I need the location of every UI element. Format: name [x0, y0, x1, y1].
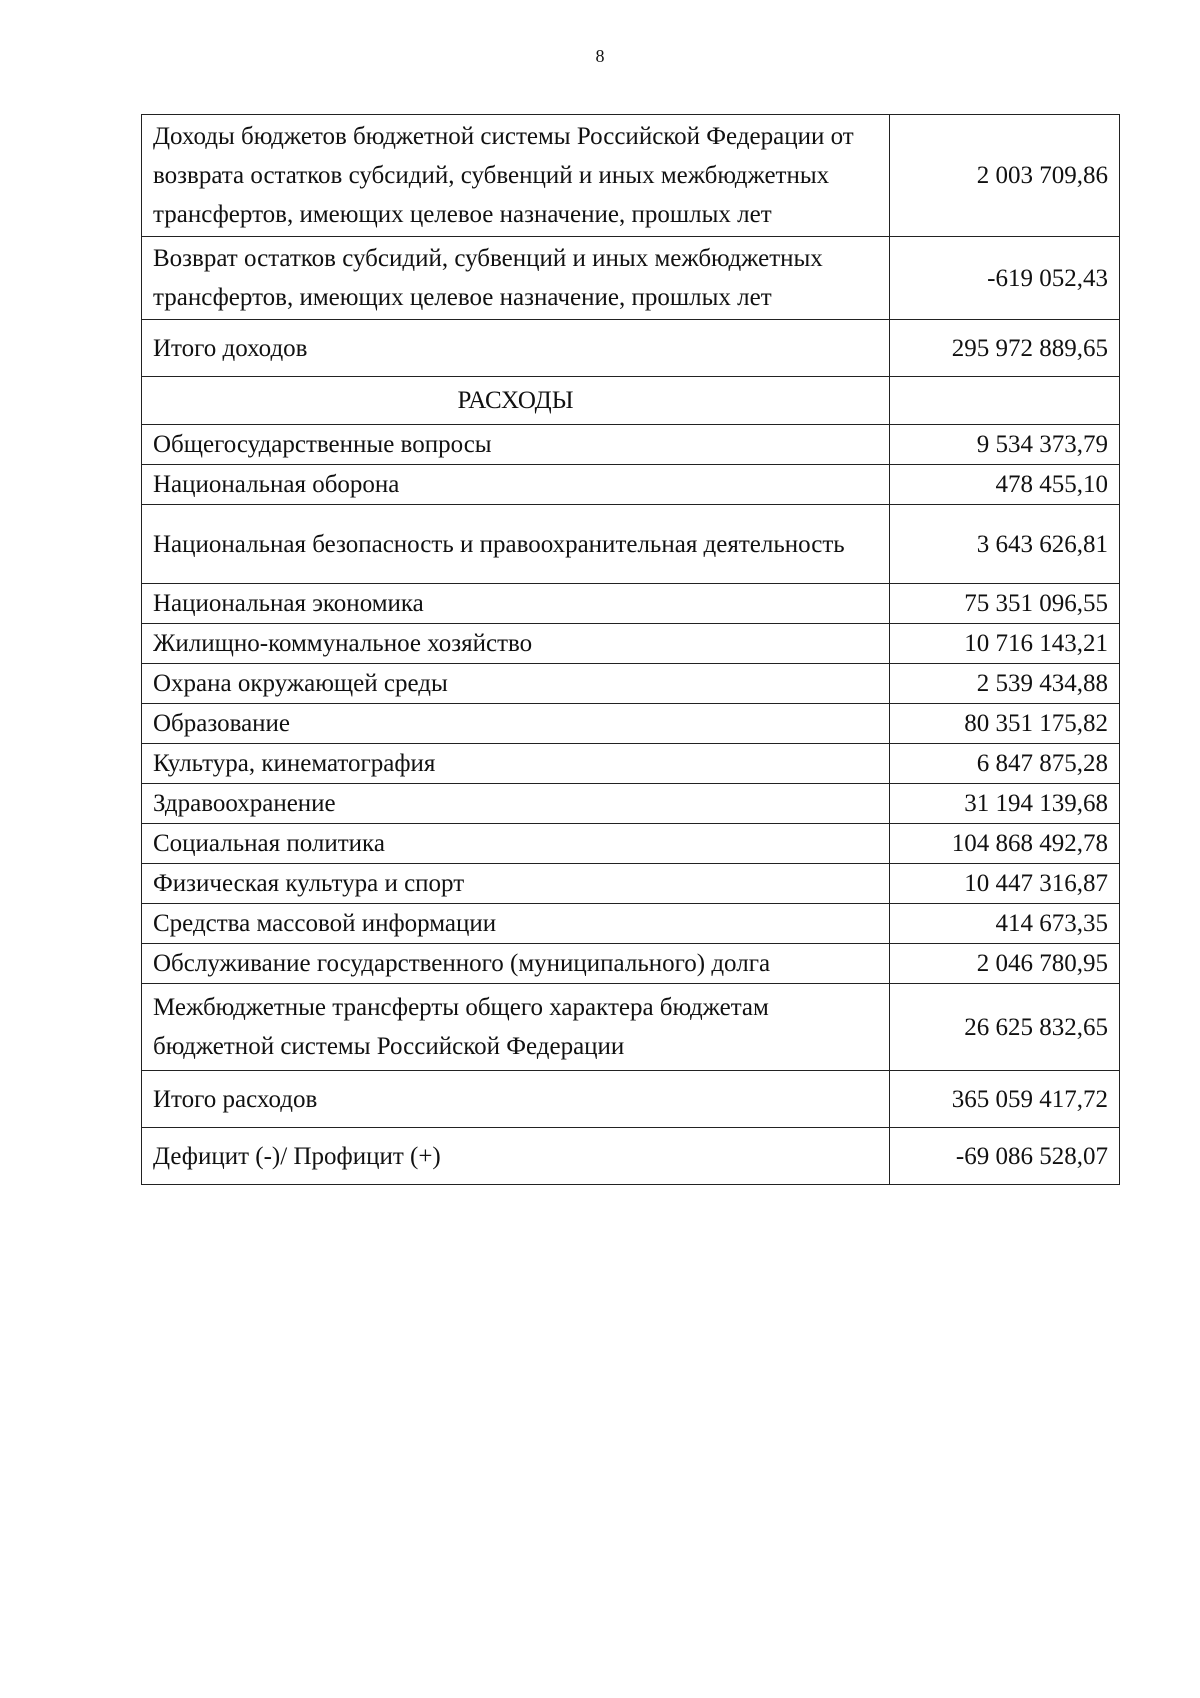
- table-row: [142, 664, 1120, 704]
- section-header-expenses: [142, 377, 1120, 425]
- budget-execution-table: [141, 114, 1120, 1185]
- table-row: [142, 505, 1120, 584]
- row-amount: 414 673,35: [890, 904, 1120, 944]
- row-amount: 295 972 889,65: [890, 320, 1120, 377]
- row-amount: 6 847 875,28: [890, 744, 1120, 784]
- table-row: [142, 115, 1120, 237]
- row-amount: 9 534 373,79: [890, 425, 1120, 465]
- table-row: [142, 784, 1120, 824]
- row-name: Здравоохранение: [142, 784, 890, 824]
- row-name: Общегосударственные вопросы: [142, 425, 890, 465]
- row-name: Охрана окружающей среды: [142, 664, 890, 704]
- table-row-deficit: [142, 1128, 1120, 1185]
- row-name: Национальная безопасность и правоохранительная деятельность: [142, 505, 890, 584]
- row-name: Межбюджетные трансферты общего характера бюджетам бюджетной системы Российской Федерации: [142, 984, 890, 1071]
- row-name: Доходы бюджетов бюджетной системы Российской Федерации от возврата остатков субсидий, субвенций и иных межбюджетных трансфертов, имеющих целевое назначение, прошлых лет: [142, 115, 890, 237]
- row-amount: [890, 377, 1120, 425]
- row-amount: 31 194 139,68: [890, 784, 1120, 824]
- row-amount: 365 059 417,72: [890, 1071, 1120, 1128]
- section-title: РАСХОДЫ: [142, 377, 890, 425]
- row-amount: -69 086 528,07: [890, 1128, 1120, 1185]
- row-amount: 80 351 175,82: [890, 704, 1120, 744]
- row-name: Физическая культура и спорт: [142, 864, 890, 904]
- row-amount: 10 716 143,21: [890, 624, 1120, 664]
- row-amount: 2 046 780,95: [890, 944, 1120, 984]
- table-row: [142, 584, 1120, 624]
- table-row: [142, 904, 1120, 944]
- table-row-total-expenses: [142, 1071, 1120, 1128]
- row-name: Социальная политика: [142, 824, 890, 864]
- page-number: 8: [595, 46, 605, 66]
- table-row: [142, 944, 1120, 984]
- row-name: Жилищно-коммунальное хозяйство: [142, 624, 890, 664]
- table-row: [142, 465, 1120, 505]
- row-name: Национальная экономика: [142, 584, 890, 624]
- row-name: Обслуживание государственного (муниципального) долга: [142, 944, 890, 984]
- row-name: Возврат остатков субсидий, субвенций и иных межбюджетных трансфертов, имеющих целевое назначение, прошлых лет: [142, 237, 890, 320]
- row-name: Дефицит (-)/ Профицит (+): [142, 1128, 890, 1185]
- table-row: [142, 984, 1120, 1071]
- row-amount: 478 455,10: [890, 465, 1120, 505]
- table-row: [142, 864, 1120, 904]
- row-name: Культура, кинематография: [142, 744, 890, 784]
- table-row-total-income: [142, 320, 1120, 377]
- row-amount: 26 625 832,65: [890, 984, 1120, 1071]
- row-amount: 10 447 316,87: [890, 864, 1120, 904]
- table-row: [142, 824, 1120, 864]
- row-amount: 2 539 434,88: [890, 664, 1120, 704]
- row-name: Итого расходов: [142, 1071, 890, 1128]
- row-name: Итого доходов: [142, 320, 890, 377]
- table-row: [142, 704, 1120, 744]
- row-name: Средства массовой информации: [142, 904, 890, 944]
- row-amount: 2 003 709,86: [890, 115, 1120, 237]
- table-row: [142, 237, 1120, 320]
- row-amount: 3 643 626,81: [890, 505, 1120, 584]
- table-row: [142, 744, 1120, 784]
- row-amount: -619 052,43: [890, 237, 1120, 320]
- row-amount: 75 351 096,55: [890, 584, 1120, 624]
- row-name: Национальная оборона: [142, 465, 890, 505]
- row-name: Образование: [142, 704, 890, 744]
- row-amount: 104 868 492,78: [890, 824, 1120, 864]
- table-row: [142, 425, 1120, 465]
- table-row: [142, 624, 1120, 664]
